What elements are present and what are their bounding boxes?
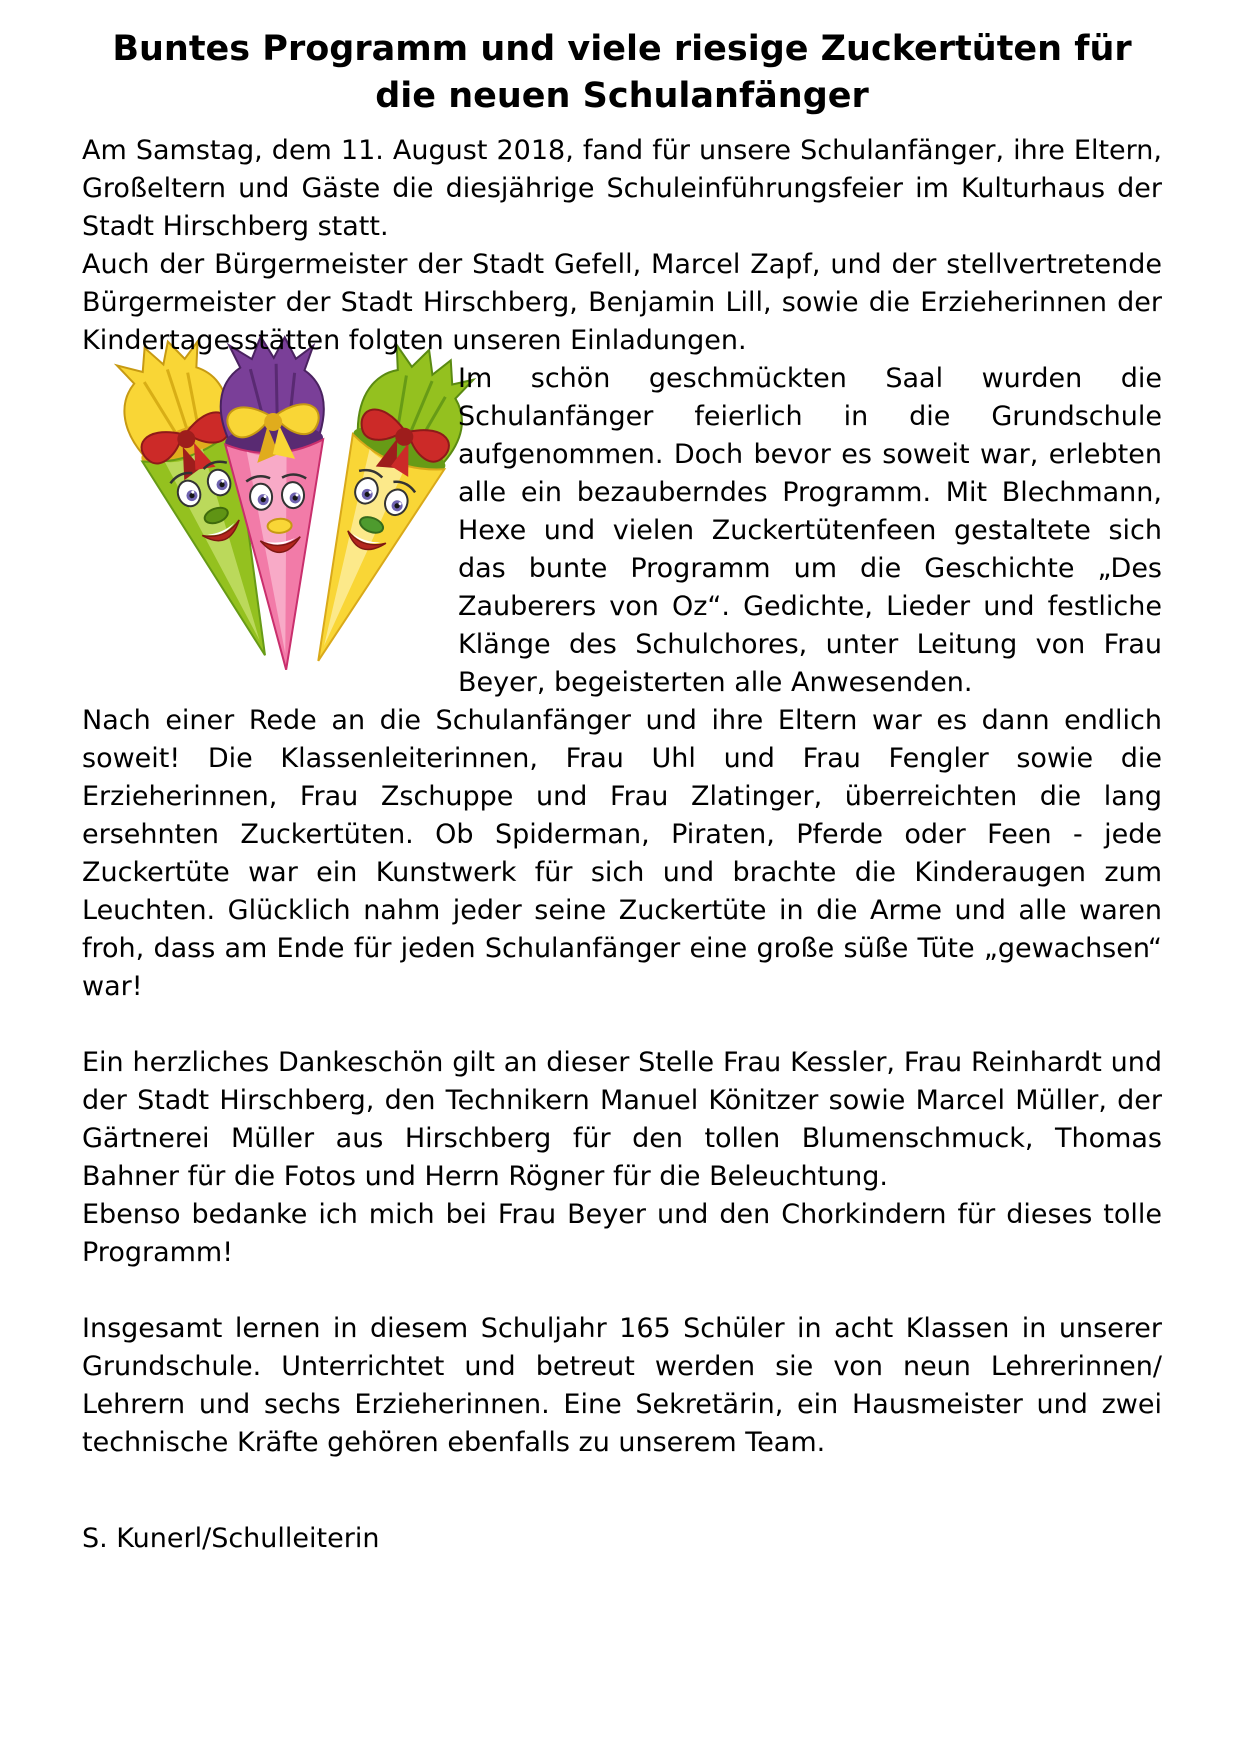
zuckertueten-illustration <box>82 346 450 682</box>
signature: S. Kunerl/Schulleiterin <box>82 1523 380 1554</box>
paragraph-zuckertueten: Nach einer Rede an die Schulanfänger und ihre Eltern war es dann endlich soweit! Die Klassenleiterinnen, Frau Uhl und Frau Fengler sowie die Erzieherinnen, Frau Zschuppe und Frau Zlatinger, überreichten die lang ersehnten Zuckertüten. Ob Spiderman, Piraten, Pferde oder Feen - jede Zuckertüte war ein Kunstwerk für sich und brachte die Kinderaugen zum Leuchten. Glücklich nahm jeder seine Zuckertüte in die Arme und alle waren froh, dass am Ende für jeden Schulanfänger eine große süße Tüte „gewachsen“ war! <box>82 705 1162 1002</box>
paragraph-dank-chor: Ebenso bedanke ich mich bei Frau Beyer und den Chorkindern für dieses tolle Programm! <box>82 1199 1162 1268</box>
paragraph-programm: Im schön geschmückten Saal wurden die Schulanfänger feierlich in die Grundschule aufgenommen. Doch bevor es soweit war, erlebten alle ein bezauberndes Programm. Mit Blechmann, Hexe und vielen Zuckertütenfeen gestaltete sich das bunte Programm um die Geschichte „Des Zauberers von Oz“. Gedichte, Lieder und festliche Klänge des Schulchores, unter Leitung von Frau Beyer, begeisterten alle Anwesenden. <box>458 363 1162 698</box>
page-title: Buntes Programm und viele riesige Zuckertüten für die neuen Schulanfänger <box>112 29 1132 116</box>
paragraph-statistik: Insgesamt lernen in diesem Schuljahr 165 Schüler in acht Klassen in unserer Grundschule. Unterrichtet und betreut werden sie von neun Lehrerinnen/ Lehrern und sechs Erzieherinnen. Eine Sekretärin, ein Hausmeister und zwei technische Kräfte gehören ebenfalls zu unserem Team. <box>82 1313 1162 1458</box>
paragraph-with-image <box>82 360 1162 702</box>
paragraph-intro: Am Samstag, dem 11. August 2018, fand für unsere Schulanfänger, ihre Eltern, Großeltern und Gäste die diesjährige Schuleinführungsfeier im Kulturhaus der Stadt Hirschberg statt. <box>82 135 1162 242</box>
zuckertueten-graphic <box>82 346 450 682</box>
paragraph-dank: Ein herzliches Dankeschön gilt an dieser Stelle Frau Kessler, Frau Reinhardt und der Stadt Hirschberg, den Technikern Manuel Könitzer sowie Marcel Müller, der Gärtnerei Müller aus Hirschberg für den tollen Blumenschmuck, Thomas Bahner für die Fotos und Herrn Rögner für die Beleuchtung. <box>82 1047 1162 1192</box>
paragraph-guests: Auch der Bürgermeister der Stadt Gefell, Marcel Zapf, und der stellvertretende Bürgermeister der Stadt Hirschberg, Benjamin Lill, sowie die Erzieherinnen der Kindertagesstätten folgten unseren Einladungen. <box>82 249 1162 356</box>
